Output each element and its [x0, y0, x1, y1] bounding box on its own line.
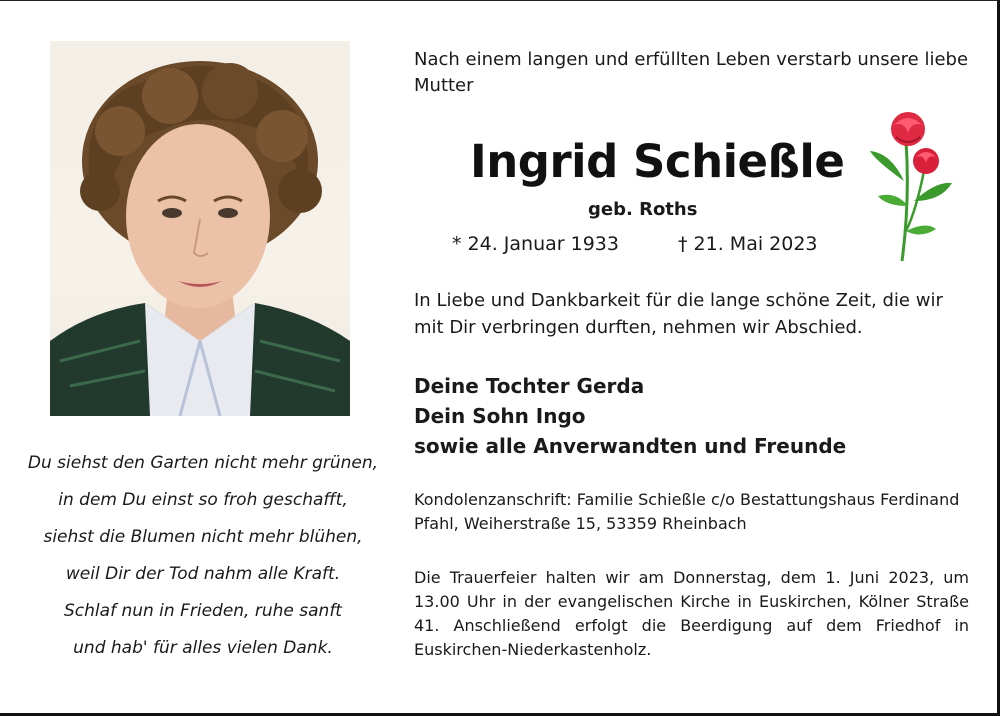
birth-date: * 24. Januar 1933: [452, 233, 619, 255]
family-member: Deine Tochter Gerda: [414, 374, 645, 398]
poem: [8, 445, 398, 667]
rose-icon: [866, 111, 958, 266]
intro-text: Nach einem langen und erfüllten Leben verstarb unsere liebe Mutter: [414, 49, 969, 96]
deceased-name: Ingrid Schießle: [470, 135, 845, 188]
portrait-illustration: [50, 41, 350, 416]
farewell-text: In Liebe und Dankbarkeit für die lange schöne Zeit, die wir mit Dir verbringen durften, nehmen wir Abschied.: [414, 290, 943, 338]
family-member: sowie alle Anverwandten und Freunde: [414, 434, 847, 458]
birth-name: geb. Roths: [588, 199, 698, 220]
poem-line: weil Dir der Tod nahm alle Kraft.: [65, 564, 341, 584]
family-list: [414, 371, 969, 461]
poem-line: in dem Du einst so froh geschafft,: [58, 490, 348, 510]
condolence-address: Kondolenzanschrift: Familie Schießle c/o Bestattungshaus Ferdinand Pfahl, Weiherstraße 15, 53359 Rheinbach: [414, 490, 960, 533]
poem-line: siehst die Blumen nicht mehr blühen,: [43, 527, 363, 547]
ceremony-info: Die Trauerfeier halten wir am Donnerstag, dem 1. Juni 2023, um 13.00 Uhr in der evangelischen Kirche in Euskirchen, Kölner Straße 41. Anschließend erfolgt die Beerdigung auf dem Friedhof in Euskirchen-Niederkastenholz.: [414, 568, 969, 659]
poem-line: Du siehst den Garten nicht mehr grünen,: [27, 453, 379, 473]
poem-line: Schlaf nun in Frieden, ruhe sanft: [64, 601, 342, 621]
portrait-photo: [50, 41, 350, 416]
death-date: † 21. Mai 2023: [678, 233, 818, 255]
family-member: Dein Sohn Ingo: [414, 404, 586, 428]
poem-line: und hab' für alles vielen Dank.: [73, 638, 333, 658]
